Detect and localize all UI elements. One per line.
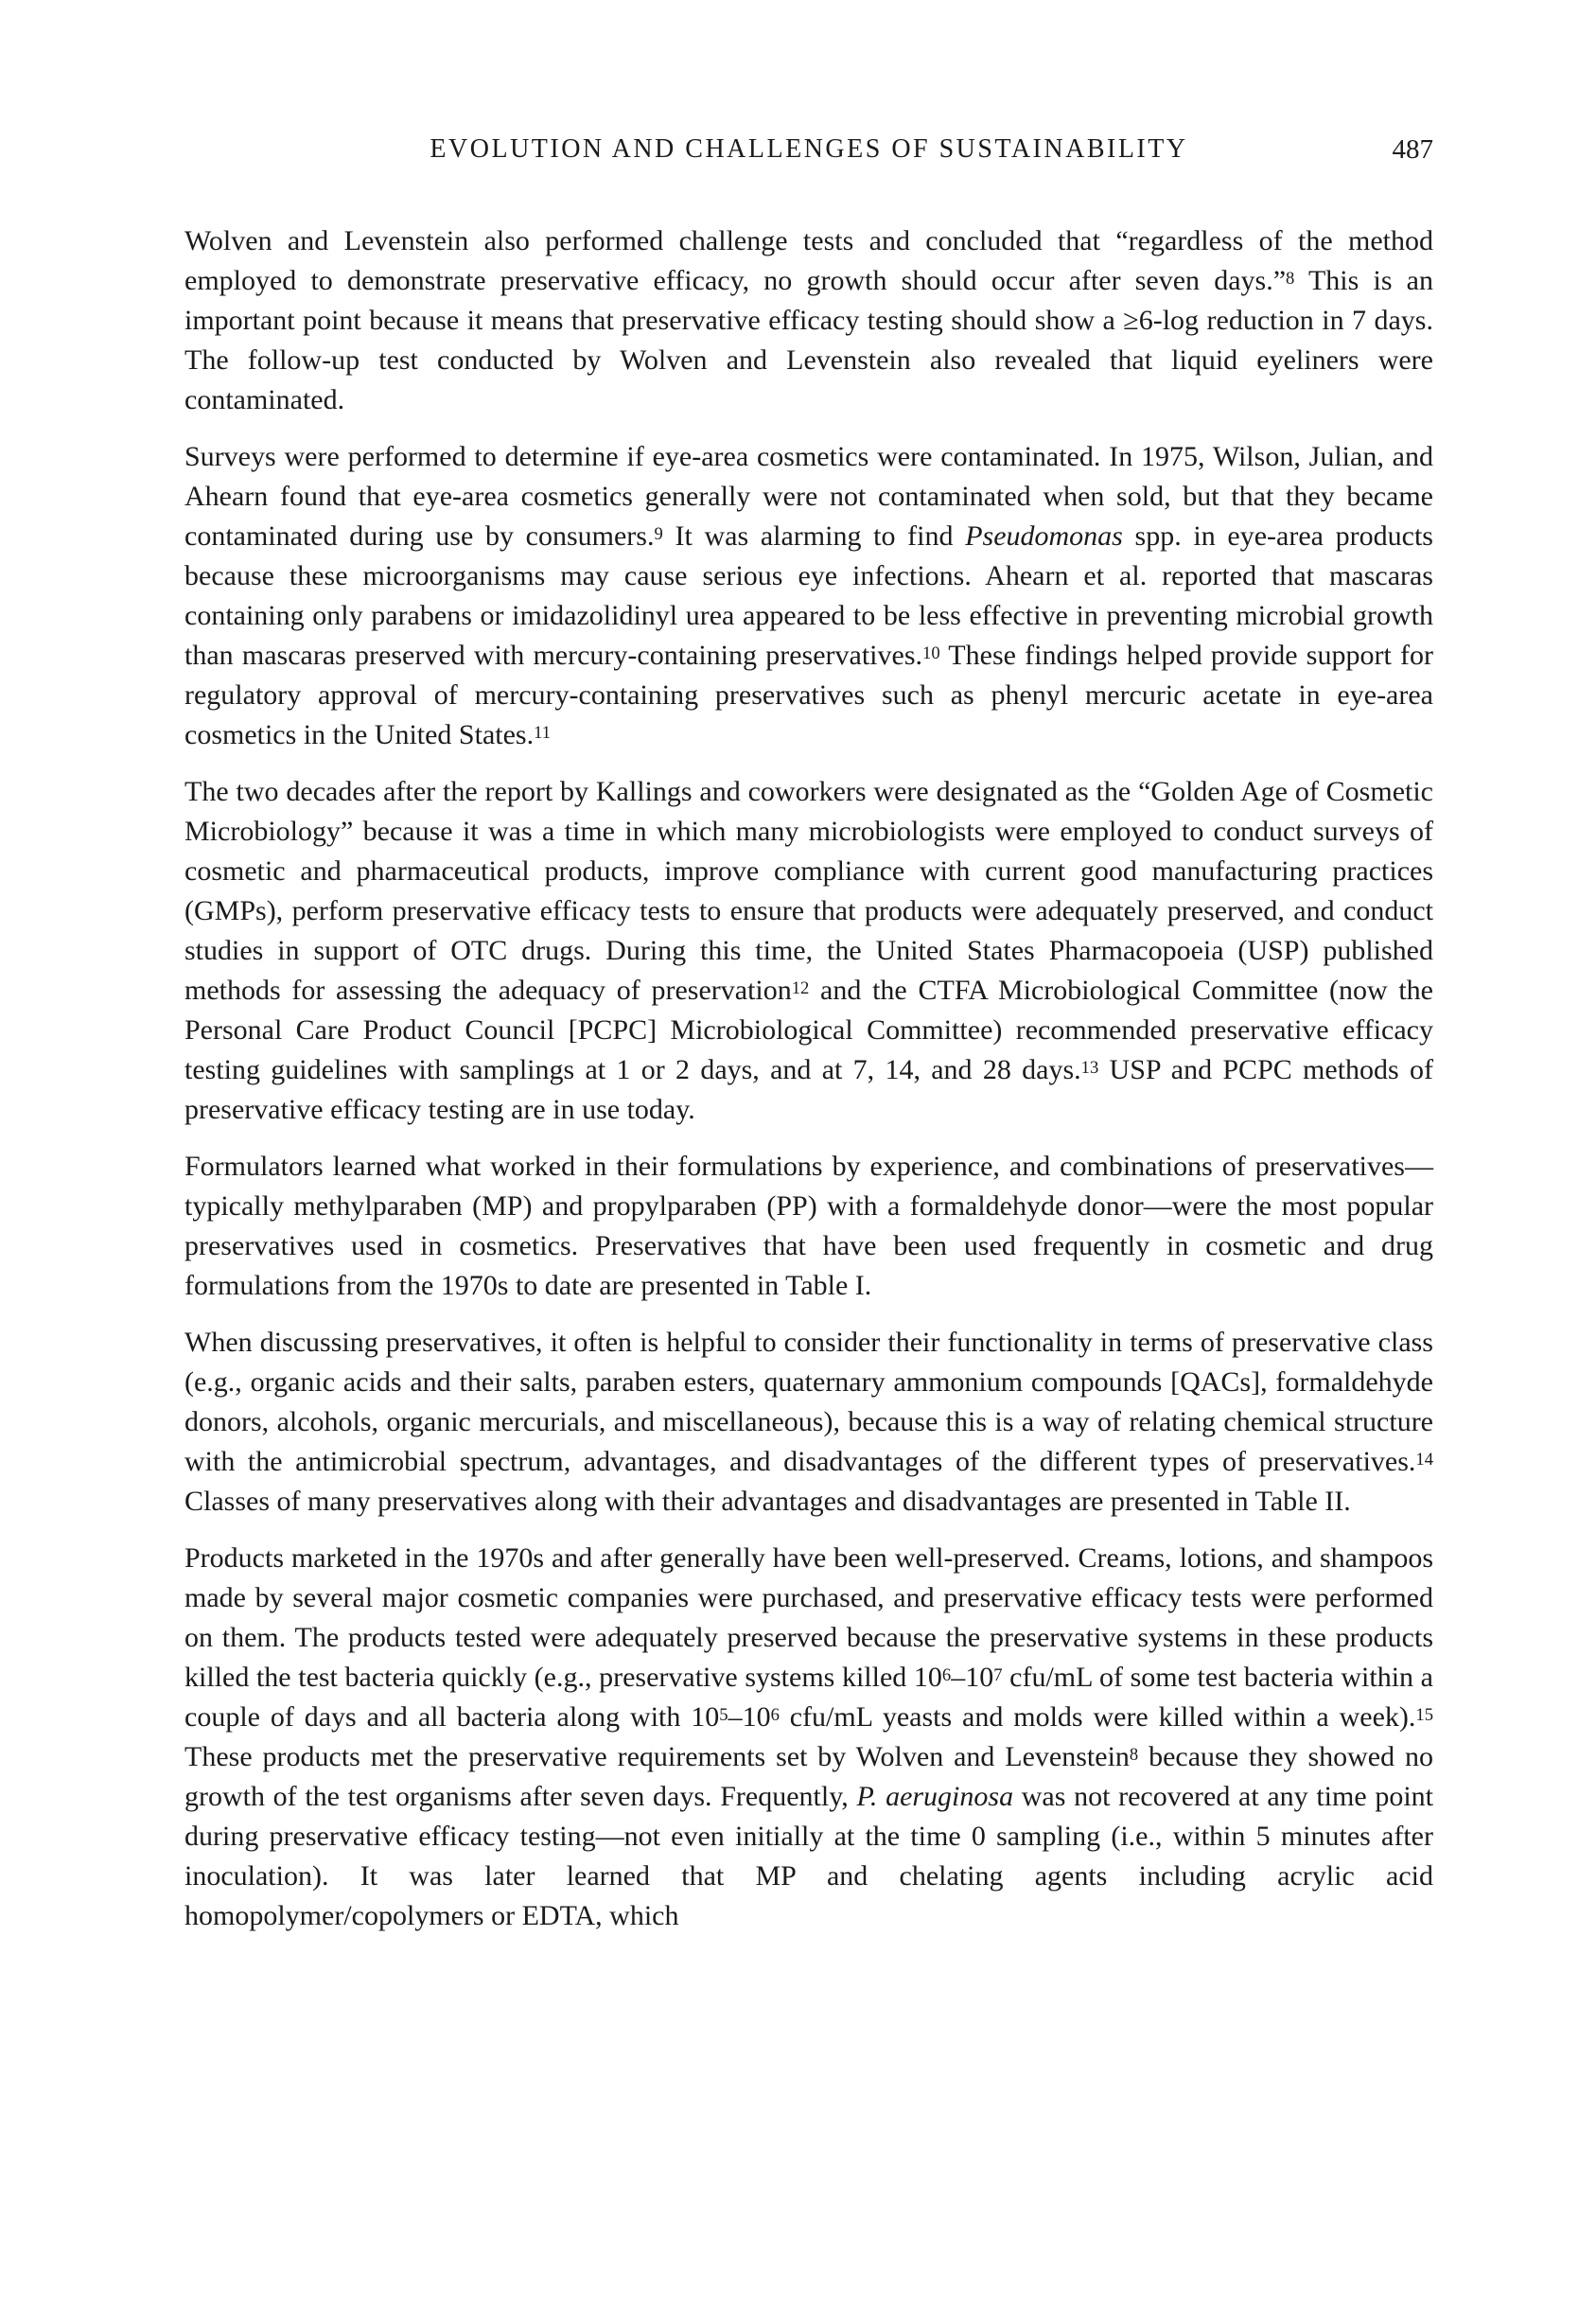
italic-text: Pseudomonas — [965, 520, 1123, 552]
text-run: This is an important point because it means that preservative efficacy testing should show a ≥6-log reduction in 7 days. The follow-up test conducted by Wolven and Levenstein also revealed that liquid eyeliners were contaminated. — [184, 265, 1433, 415]
text-run: Classes of many preservatives along with their advantages and disadvantages are presented in Table II. — [184, 1486, 1351, 1517]
text-run: Products marketed in the 1970s and after generally have been well-preserved. Creams, lotions, and shampoos made by several major cosmetic companies were purchased, and preservative efficacy tests were performed on them. The products tested were adequately preserved because the preservative systems in these products killed the test bacteria quickly (e.g., preservative systems killed 10 — [184, 1542, 1433, 1693]
text-run: because they showed no growth of the test organisms after seven days. Frequently, — [184, 1741, 1433, 1812]
citation-superscript: 6 — [770, 1704, 780, 1725]
paragraph — [184, 221, 1433, 420]
paragraph — [184, 1539, 1433, 1936]
citation-superscript: 8 — [1286, 268, 1295, 289]
citation-superscript: 5 — [719, 1704, 728, 1725]
citation-superscript: 13 — [1080, 1057, 1099, 1078]
text-run: The two decades after the report by Kallings and coworkers were designated as the “Golden Age of Cosmetic Microbiology” because it was a time in which many microbiologists were employed to conduct surveys of cosmetic and pharmaceutical products, improve compliance with current good manufacturing practices (GMPs), perform preservative efficacy tests to ensure that products were adequately preserved, and conduct studies in support of OTC drugs. During this time, the United States Pharmacopoeia (USP) published methods for assessing the adequacy of preservation — [184, 776, 1433, 1006]
citation-superscript: 8 — [1129, 1744, 1139, 1765]
text-run: USP and PCPC methods of preservative efficacy testing are in use today. — [184, 1054, 1434, 1125]
citation-superscript: 12 — [791, 977, 810, 998]
text-run: and the CTFA Microbiological Committee (now the Personal Care Product Council [PCPC] Microbiological Committee) recommended preservative efficacy testing guidelines with samplings at 1 or 2 days, and at 7, 14, and 28 days. — [184, 975, 1433, 1085]
paragraph — [184, 1323, 1433, 1522]
paragraph — [184, 1147, 1433, 1306]
text-run: When discussing preservatives, it often is helpful to consider their functionality in terms of preservative class (e.g., organic acids and their salts, paraben esters, quaternary ammonium compounds [QACs], formaldehyde donors, alcohols, organic mercurials, and miscellaneous), because this is a way of relating chemical structure with the antimicrobial spectrum, advantages, and disadvantages of the different types of preservatives. — [184, 1327, 1433, 1477]
citation-superscript: 14 — [1415, 1449, 1433, 1470]
text-run: –10 — [951, 1662, 994, 1693]
citation-superscript: 10 — [922, 643, 940, 663]
citation-superscript: 9 — [654, 523, 663, 544]
text-run: was not recovered at any time point during preservative efficacy testing—not even initially at the time 0 sampling (i.e., within 5 minutes after inoculation). It was later learned that MP and chelating agents including acrylic acid homopolymer/copolymers or EDTA, which — [184, 1781, 1433, 1931]
text-run: –10 — [728, 1701, 771, 1733]
text-run: These products met the preservative requirements set by Wolven and Levenstein — [184, 1741, 1130, 1772]
text-run: cfu/mL of some test bacteria within a couple of days and all bacteria along with 10 — [184, 1662, 1433, 1733]
page-number: 487 — [1392, 134, 1433, 165]
text-run: These findings helped provide support for regulatory approval of mercury-containing preservatives such as phenyl mercuric acetate in eye-area cosmetics in the United States. — [184, 640, 1434, 750]
italic-text: P. aeruginosa — [856, 1781, 1014, 1812]
text-run: Formulators learned what worked in their formulations by experience, and combinations of preservatives—typically methylparaben (MP) and propylparaben (PP) with a formaldehyde donor—were the most popular preservatives used in cosmetics. Preservatives that have been used frequently in cosmetic and drug formulations from the 1970s to date are presented in Table I. — [184, 1151, 1433, 1301]
running-head — [184, 132, 1433, 167]
citation-superscript: 7 — [993, 1664, 1003, 1685]
text-run: It was alarming to find — [662, 520, 966, 552]
text-run: spp. in eye-area products because these microorganisms may cause serious eye infections. Ahearn et al. reported that mascaras containing only parabens or imidazolidinyl urea appeared to be less effective in preventing microbial growth than mascaras preserved with mercury-containing preservatives. — [184, 520, 1433, 671]
citation-superscript: 15 — [1415, 1704, 1433, 1725]
text-run: Wolven and Levenstein also performed challenge tests and concluded that “regardless of the method employed to demonstrate preservative efficacy, no growth should occur after seven days.” — [184, 225, 1433, 296]
paragraph — [184, 772, 1433, 1130]
page-title: EVOLUTION AND CHALLENGES OF SUSTAINABILITY — [430, 134, 1188, 164]
text-block — [184, 132, 1433, 1936]
text-run: Surveys were performed to determine if eye-area cosmetics were contaminated. In 1975, Wilson, Julian, and Ahearn found that eye-area cosmetics generally were not contaminated when sold, but that they became contaminated during use by consumers. — [184, 441, 1433, 552]
text-run: cfu/mL yeasts and molds were killed within a week). — [779, 1701, 1416, 1733]
body-text — [184, 221, 1433, 1936]
citation-superscript: 11 — [534, 722, 552, 743]
citation-superscript: 6 — [941, 1664, 952, 1685]
paragraph — [184, 437, 1433, 755]
